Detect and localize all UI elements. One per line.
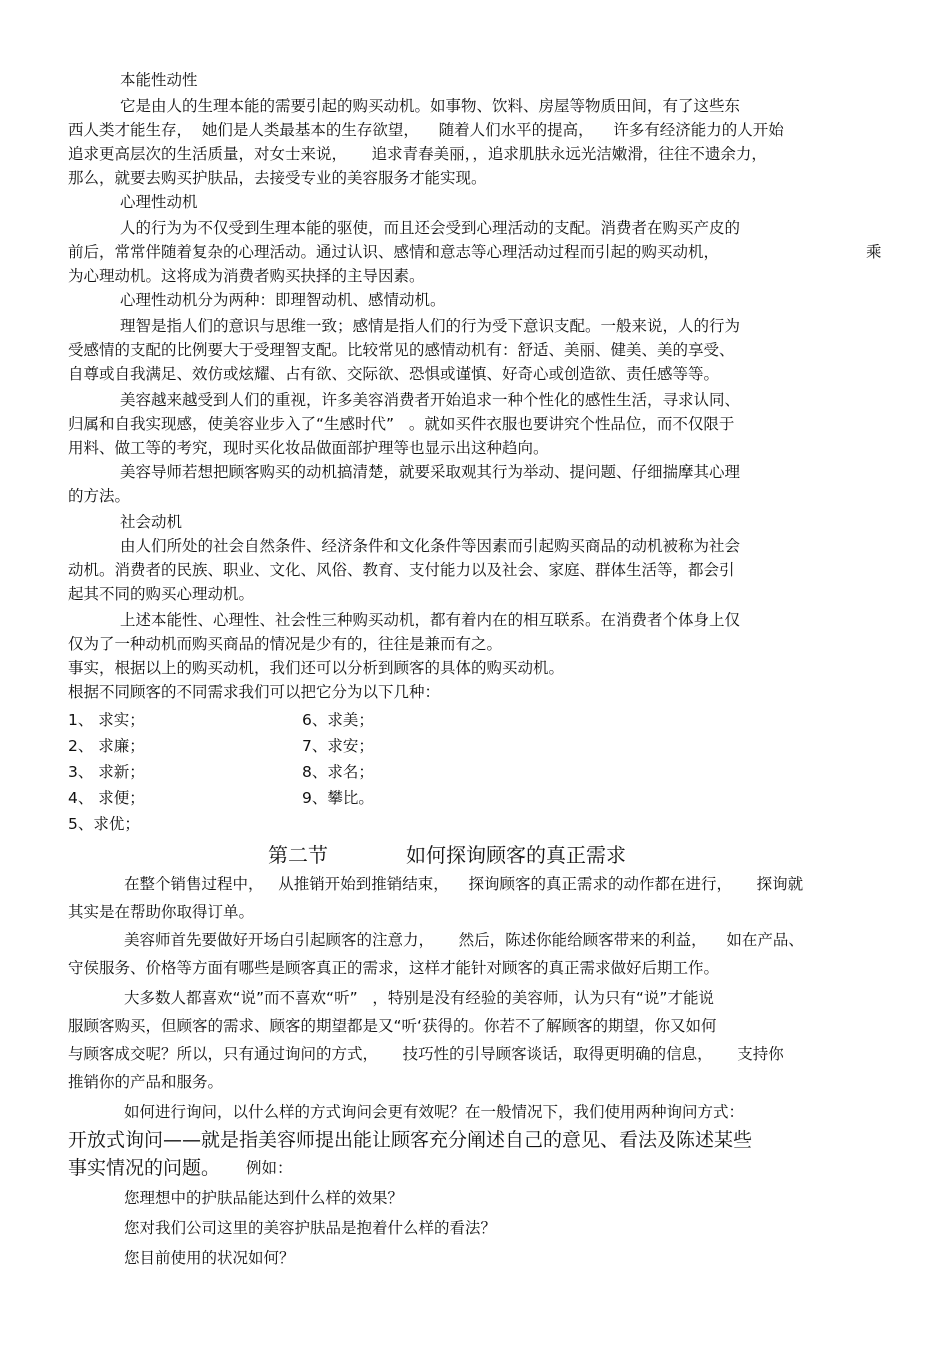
paragraph-line: 心理性动机分为两种：即理智动机、感情动机。 [120, 291, 446, 309]
paragraph-line: 上述本能性、心理性、社会性三种购买动机，都有着内在的相互联系。在消费者个体身上仅 [120, 611, 741, 629]
paragraph-line: 推销你的产品和服务。 [68, 1073, 224, 1091]
paragraph-line: 追求更高层次的生活质量，对女士来说， 追求青春美丽，，追求肌肤永远光洁嫩滑，往往不遗余力， [68, 145, 767, 163]
paragraph-line: 由人们所处的社会自然条件、经济条件和文化条件等因素而引起购买商品的动机被称为社会 [120, 537, 741, 555]
paragraph-line: 自尊或自我满足、效仿或炫耀、占有欲、交际欲、恐惧或谨慎、好奇心或创造欲、责任感等等。 [68, 365, 720, 383]
open-question-definition: 事实情况的问题。 [68, 1157, 221, 1179]
heading-social-motive: 社会动机 [120, 513, 183, 531]
example-label: 例如： [246, 1159, 293, 1177]
paragraph-line: 那么，就要去购买护肤品，去接受专业的美容服务才能实现。 [68, 169, 487, 187]
paragraph-line: 与顾客成交呢？所以，只有通过询问的方式， 技巧性的引导顾客谈话，取得更明确的信息， 支持你 [68, 1045, 784, 1063]
paragraph-line: 动机。消费者的民族、职业、文化、风俗、教育、支付能力以及社会、家庭、群体生活等，都会引 [68, 561, 735, 579]
paragraph-line: 大多数人都喜欢“说”而不喜欢“听” ，特别是没有经验的美容师，认为只有“说”才能说 [124, 989, 714, 1007]
example-question: 您目前使用的状况如何？ [124, 1249, 295, 1267]
paragraph-line: 的方法。 [68, 487, 131, 505]
need-item: 6、求美； [302, 711, 374, 729]
section-number: 第二节 [268, 843, 328, 867]
paragraph-line: 其实是在帮助你取得订单。 [68, 903, 255, 921]
paragraph-line: 人的行为为不仅受到生理本能的驱使，而且还会受到心理活动的支配。消费者在购买产皮的 [120, 219, 741, 237]
need-item: 3、 求新； [68, 763, 145, 781]
paragraph-line: 为心理动机。这将成为消费者购买抉择的主导因素。 [68, 267, 425, 285]
heading-psychological-motive: 心理性动机 [120, 193, 198, 211]
need-item: 8、求名； [302, 763, 374, 781]
paragraph-line: 在整个销售过程中， 从推销开始到推销结束， 探询顾客的真正需求的动作都在进行， 探询就 [124, 875, 804, 893]
paragraph-line: 前后，常常伴随着复杂的心理活动。通过认识、感情和意志等心理活动过程而引起的购买动机， [68, 243, 720, 261]
open-question-definition: 开放式询问——就是指美容师提出能让顾客充分阐述自己的意见、看法及陈述某些 [68, 1129, 753, 1151]
need-item: 5、求优； [68, 815, 140, 833]
paragraph-line: 起其不同的购买心理动机。 [68, 585, 255, 603]
paragraph-line: 美容导师若想把顾客购买的动机搞清楚，就要采取观其行为举动、提问题、仔细揣摩其心理 [120, 463, 741, 481]
need-item: 9、攀比。 [302, 789, 374, 807]
heading-instinct-motive: 本能性动性 [120, 71, 198, 89]
need-item: 7、求安； [302, 737, 374, 755]
paragraph-line: 服顾客购买，但顾客的需求、顾客的期望都是又“听‘获得的。你若不了解顾客的期望，你又如何 [68, 1017, 717, 1035]
paragraph-line: 美容越来越受到人们的重视，许多美容消费者开始追求一种个性化的感性生活，寻求认同、 [120, 391, 741, 409]
paragraph-line: 守侯服务、价格等方面有哪些是顾客真正的需求，这样才能针对顾客的真正需求做好后期工作。 [68, 959, 720, 977]
need-item: 4、 求便； [68, 789, 145, 807]
need-item: 1、 求实； [68, 711, 145, 729]
paragraph-line: 受感情的支配的比例要大于受理智支配。比较常见的感情动机有：舒适、美丽、健美、美的享受、 [68, 341, 735, 359]
paragraph-line: 理智是指人们的意识与思维一致；感情是指人们的行为受下意识支配。一般来说，人的行为 [120, 317, 741, 335]
example-question: 您对我们公司这里的美容护肤品是抱着什么样的看法？ [124, 1219, 497, 1237]
paragraph-line: 根据不同顾客的不同需求我们可以把它分为以下几种： [68, 683, 441, 701]
paragraph-line: 用料、做工等的考究，现时买化妆品做面部护理等也显示出这种趋向。 [68, 439, 549, 457]
paragraph-line: 归属和自我实现感，使美容业步入了“生感时代” 。就如买件衣服也要讲究个性品位，而不仅限于 [68, 415, 735, 433]
paragraph-line: 西人类才能生存， 她们是人类最基本的生存欲望， 随着人们水平的提高， 许多有经济能力的人开始 [68, 121, 784, 139]
section-title: 如何探询顾客的真正需求 [406, 843, 626, 867]
need-item: 2、 求廉； [68, 737, 145, 755]
example-question: 您理想中的护肤品能达到什么样的效果？ [124, 1189, 404, 1207]
paragraph-line: 美容师首先要做好开场白引起顾客的注意力， 然后，陈述你能给顾客带来的利益， 如在产品、 [124, 931, 804, 949]
paragraph-fragment: 乘 [866, 243, 882, 261]
paragraph-line: 如何进行询问，以什么样的方式询问会更有效呢？在一般情况下，我们使用两种询问方式： [124, 1103, 745, 1121]
paragraph-line: 仅为了一种动机而购买商品的情况是少有的，往往是兼而有之。 [68, 635, 503, 653]
paragraph-line: 事实，根据以上的购买动机，我们还可以分析到顾客的具体的购买动机。 [68, 659, 565, 677]
paragraph-line: 它是由人的生理本能的需要引起的购买动机。如事物、饮料、房屋等物质田间，有了这些东 [120, 97, 741, 115]
